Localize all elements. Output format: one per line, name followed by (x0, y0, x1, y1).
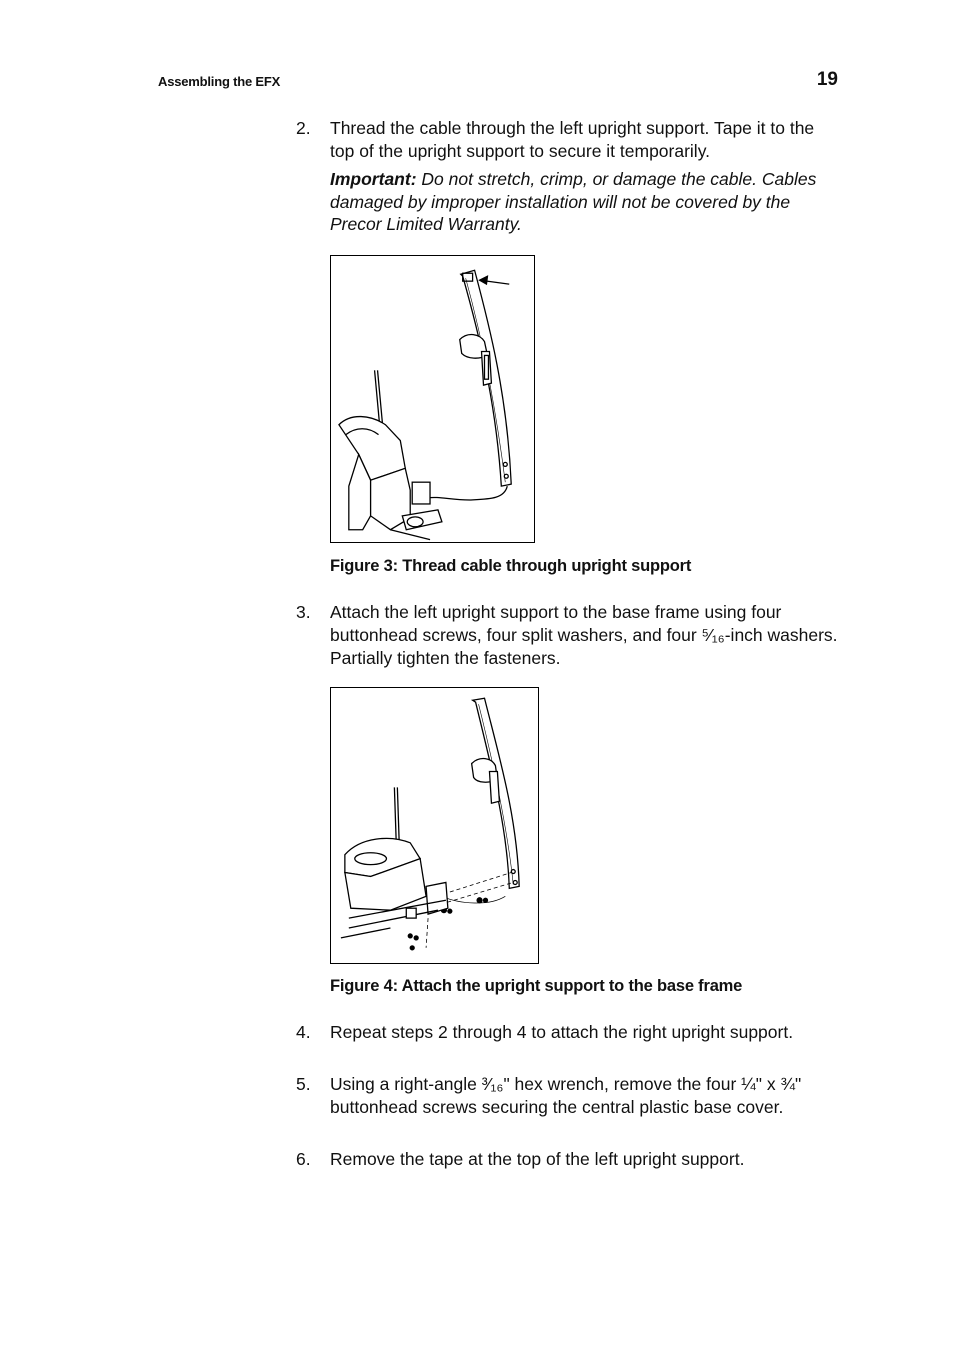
step-text: Thread the cable through the left upright support. Tape it to the top of the upright support to secure it temporarily. (330, 118, 815, 161)
important-note (330, 168, 840, 236)
step-text: Attach the left upright support to the base frame using four buttonhead screws, four split washers, and four ⁵⁄₁₆-inch washers. Partially tighten the fasteners. (330, 602, 838, 668)
page-number: 19 (816, 69, 838, 90)
step-number: 4. (296, 1022, 311, 1042)
step-number: 5. (296, 1074, 311, 1094)
figure-4-illustration (330, 687, 539, 964)
figure-4-caption: Figure 4: Attach the upright support to the base frame (330, 977, 743, 995)
step-text: Using a right-angle ³⁄₁₆" hex wrench, remove the four ¼" x ¾" buttonhead screws securing the central plastic base cover. (330, 1074, 802, 1117)
step-text: Remove the tape at the top of the left upright support. (330, 1149, 745, 1169)
step-number: 3. (296, 602, 311, 622)
section-title: Assembling the EFX (158, 74, 281, 89)
note-text: Do not stretch, crimp, or damage the cable. Cables damaged by improper installation will not be covered by the Precor Limited Warranty. (330, 169, 817, 234)
step-number: 6. (296, 1149, 311, 1169)
figure-3-illustration (330, 255, 535, 543)
figure-3-caption: Figure 3: Thread cable through upright support (330, 557, 692, 575)
step-text: Repeat steps 2 through 4 to attach the right upright support. (330, 1022, 794, 1042)
step-number: 2. (296, 118, 311, 138)
note-label: Important: (330, 169, 417, 189)
